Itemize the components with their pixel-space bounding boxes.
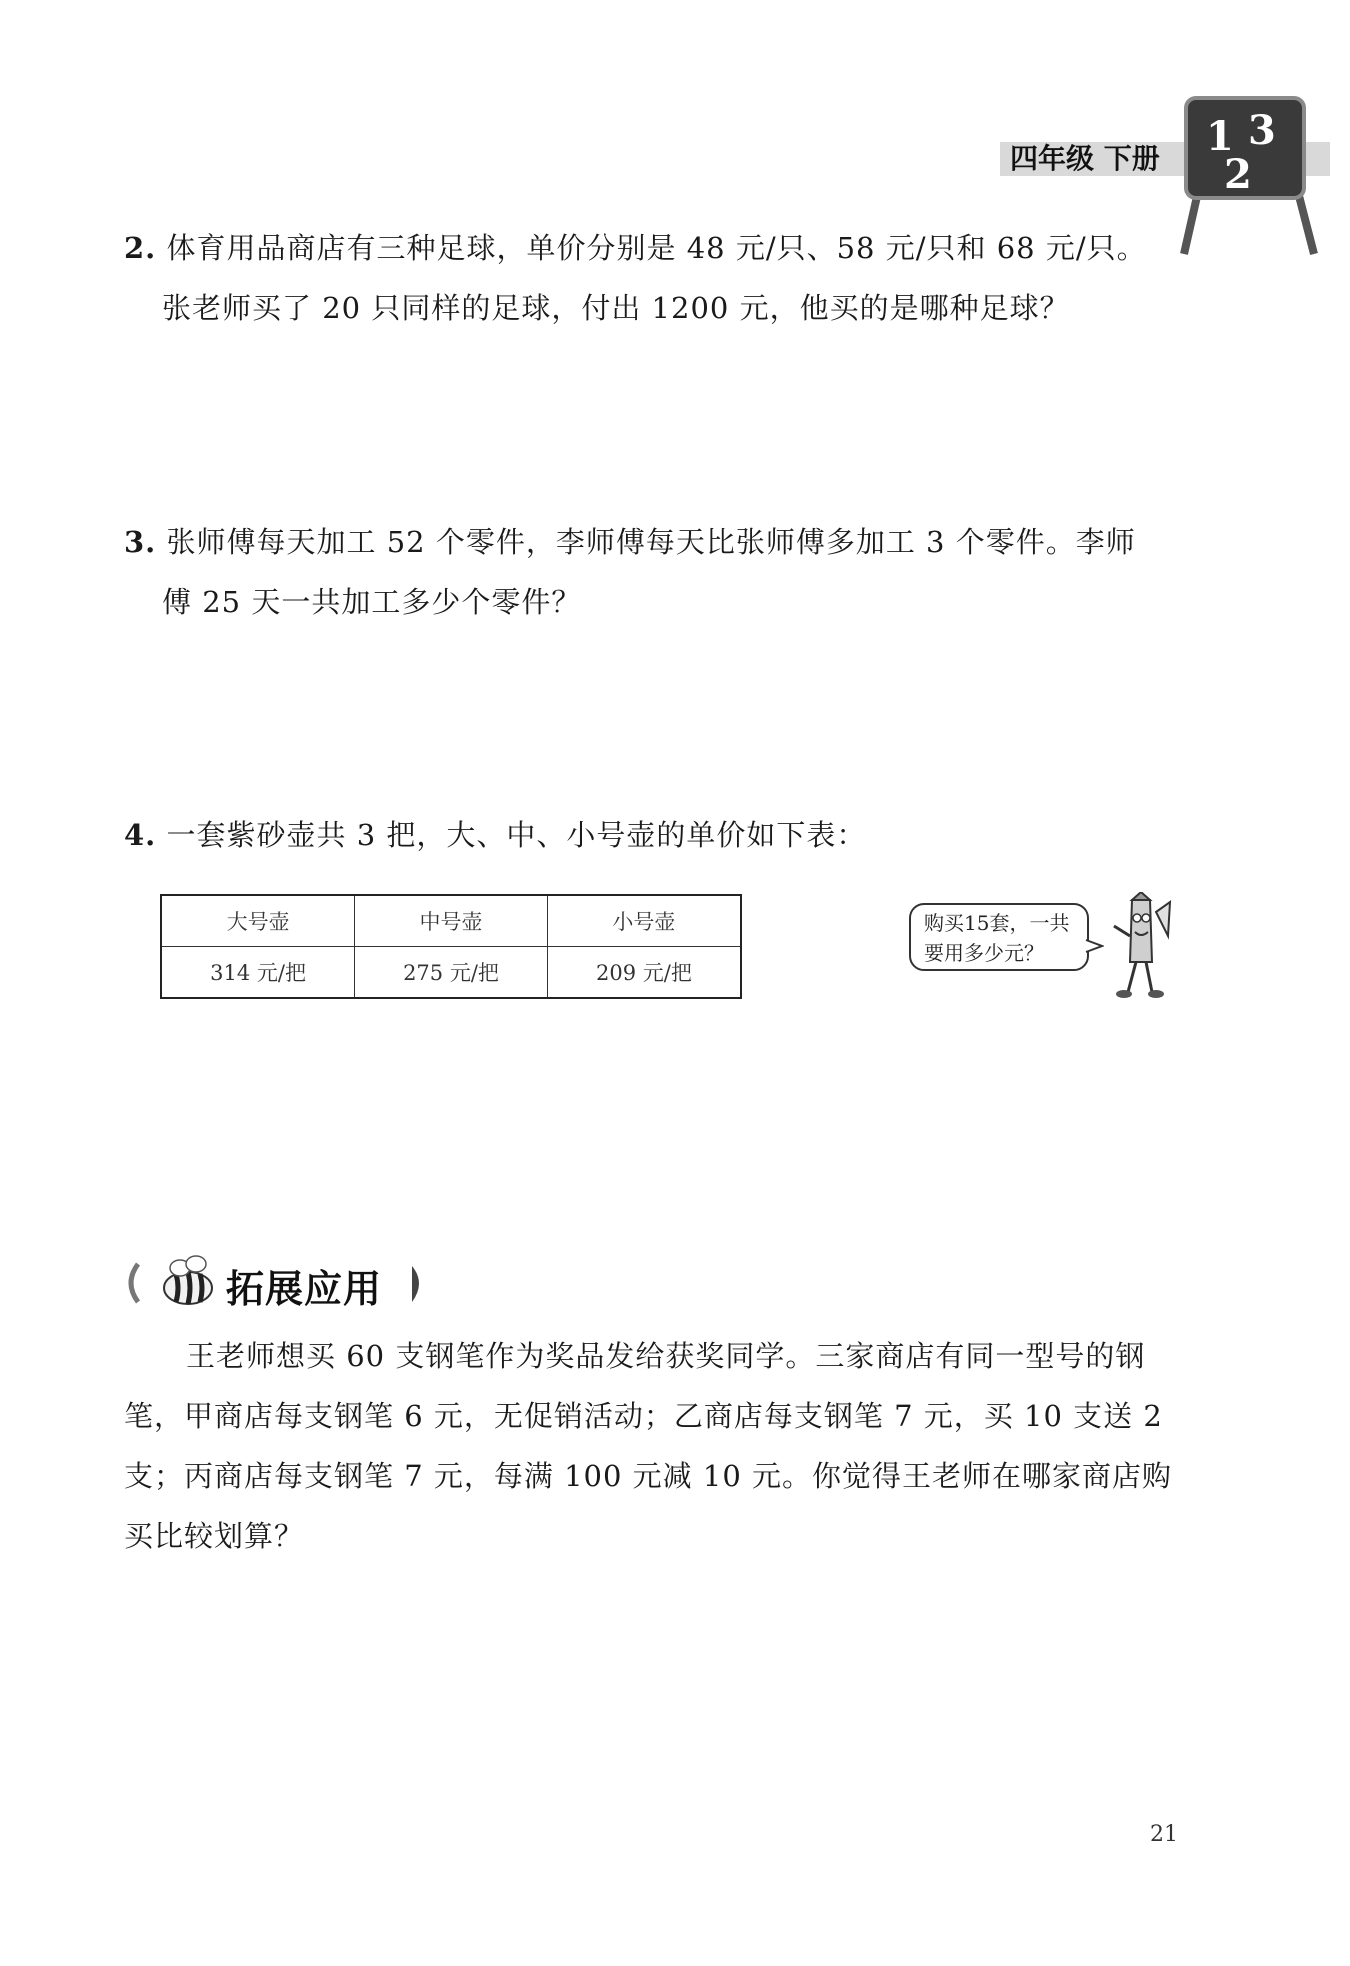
- price-table: [160, 894, 742, 999]
- table-cell: 209 元/把: [547, 947, 741, 999]
- table-header-cell: 小号壶: [547, 895, 741, 947]
- table-header-cell: 大号壶: [161, 895, 355, 947]
- board-digit-3: 3: [1248, 107, 1276, 154]
- question-number: 4.: [124, 818, 157, 852]
- question-3: [124, 512, 1184, 632]
- page-number: 21: [1150, 1822, 1178, 1847]
- extension-paragraph: 王老师想买 60 支钢笔作为奖品发给获奖同学。三家商店有同一型号的钢笔，甲商店每支钢笔 6 元，无促销活动；乙商店每支钢笔 7 元，买 10 支送 2 支；丙商店每支钢笔 7 元，每满 100 元减 10 元。你觉得王老师在哪家商店购买比较划算？: [124, 1339, 1173, 1553]
- grade-label: 四年级 下册: [1010, 142, 1160, 175]
- section-title: 拓展应用: [226, 1267, 383, 1311]
- table-header-row: [161, 895, 741, 947]
- question-text-line1: 张师傅每天加工 52 个零件，李师傅每天比张师傅多加工 3 个零件。李师: [166, 525, 1136, 559]
- question-number: 2.: [124, 231, 157, 265]
- speech-line-2: 要用多少元？: [924, 941, 1044, 965]
- question-text-line1: 一套紫砂壶共 3 把，大、中、小号壶的单价如下表：: [166, 818, 867, 852]
- table-row: [161, 947, 741, 999]
- question-text-line2: 张老师买了 20 只同样的足球，付出 1200 元，他买的是哪种足球？: [162, 291, 1070, 325]
- question-2: [124, 218, 1184, 338]
- board-digit-1: 1: [1206, 113, 1234, 160]
- question-text-line2: 傅 25 天一共加工多少个零件？: [162, 585, 582, 619]
- pencil-character-icon: [1110, 892, 1176, 1002]
- board-digit-2: 2: [1224, 151, 1252, 198]
- question-text-line1: 体育用品商店有三种足球，单价分别是 48 元/只、58 元/只和 68 元/只。: [166, 231, 1147, 265]
- speech-line-1: 购买15套，一共: [924, 911, 1070, 935]
- table-cell: 314 元/把: [161, 947, 355, 999]
- blackboard-icon: [1178, 92, 1328, 258]
- table-cell: 275 元/把: [355, 947, 548, 999]
- question-4: [124, 805, 1184, 865]
- question-number: 3.: [124, 525, 157, 559]
- table-header-cell: 中号壶: [355, 895, 548, 947]
- speech-bubble-text: [924, 908, 1094, 968]
